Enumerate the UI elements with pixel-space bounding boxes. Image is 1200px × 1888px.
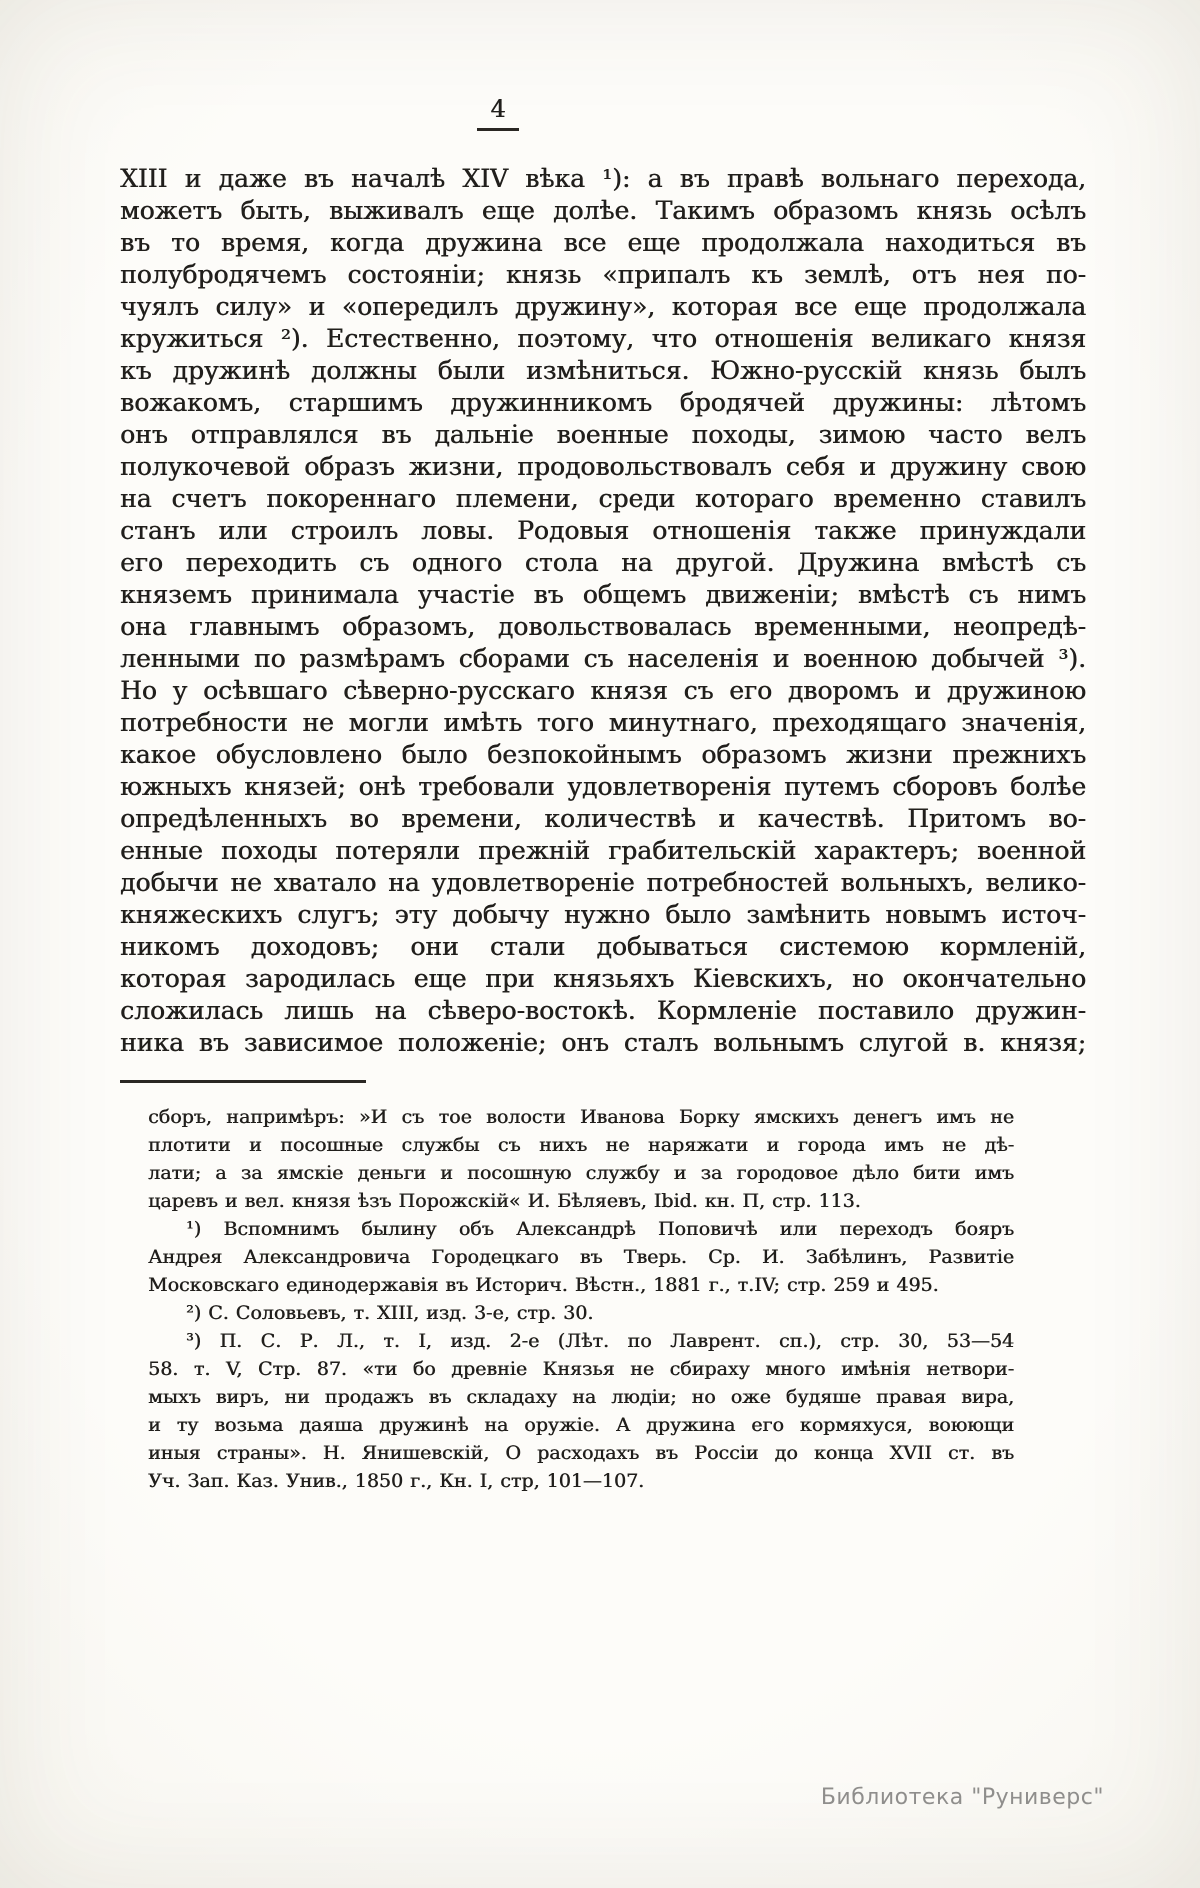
text-line: княжескихъ слугъ; эту добычу нужно было замѣнить новымъ источ-	[120, 900, 1086, 929]
text-line: сборъ, напримѣръ: »И съ тое волости Иванова Борку ямскихъ денегъ имъ не	[148, 1106, 1014, 1128]
page-number-underline	[477, 128, 519, 131]
text-line: ¹) Вспомнимъ былину объ Александрѣ Поповичѣ или переходъ бояръ	[186, 1218, 1014, 1240]
text-line: можетъ быть, выживалъ еще долѣе. Такимъ образомъ князь осѣлъ	[120, 196, 1086, 225]
text-line: Но у осѣвшаго сѣверно-русскаго князя съ его дворомъ и дружиною	[120, 676, 1086, 705]
text-line: 58. т. V, Стр. 87. «ти бо древніе Князья не сбираху много имѣнія нетвори-	[148, 1358, 1014, 1380]
text-line: и ту возьма даяша дружинѣ на оружіе. А дружина его кормяхуся, воюющи	[148, 1414, 1014, 1436]
page-number-value: 4	[490, 95, 506, 123]
text-line: Андрея Александровича Городецкаго въ Тверь. Ср. И. Забѣлинъ, Развитіе	[148, 1246, 1014, 1268]
watermark: Библиотека "Руниверс"	[820, 1785, 1104, 1810]
text-line: иныя страны». Н. Янишевскій, О расходахъ въ Россіи до конца XVII ст. въ	[148, 1442, 1014, 1464]
body-text	[120, 163, 1086, 1059]
text-line: Московскаго единодержавія въ Историч. Вѣстн., 1881 г., т.IV; стр. 259 и 495.	[148, 1274, 939, 1296]
text-line: полубродячемъ состояніи; князь «припалъ къ землѣ, отъ нея по-	[120, 260, 1086, 289]
text-line: лати; а за ямскіе деньги и посошную службу и за городовое дѣло бити имъ	[148, 1162, 1014, 1184]
text-line: енные походы потеряли прежній грабительскій характеръ; военной	[120, 836, 1086, 865]
text-line: ленными по размѣрамъ сборами съ населенія и военною добычей ³).	[120, 644, 1086, 673]
text-line: ника въ зависимое положеніе; онъ сталъ вольнымъ слугой в. князя;	[120, 1028, 1086, 1057]
text-line: въ то время, когда дружина все еще продолжала находиться въ	[120, 228, 1086, 257]
text-line: никомъ доходовъ; они стали добываться системою кормленій,	[120, 932, 1086, 961]
text-line: XIII и даже въ началѣ XIV вѣка ¹): а въ правѣ вольнаго перехода,	[120, 164, 1086, 193]
text-line: къ дружинѣ должны были измѣниться. Южно-русскій князь былъ	[120, 356, 1086, 385]
text-line: царевъ и вел. князя ѣзъ Порожскій« И. Бѣляевъ, Ibid. кн. П, стр. 113.	[148, 1190, 861, 1212]
text-line: какое обусловлено было безпокойнымъ образомъ жизни прежнихъ	[120, 740, 1086, 769]
footnotes	[148, 1103, 1014, 1495]
text-line: чуялъ силу» и «опередилъ дружину», которая все еще продолжала	[120, 292, 1086, 321]
text-line: станъ или строилъ ловы. Родовыя отношенія также принуждали	[120, 516, 1086, 545]
text-line: она главнымъ образомъ, довольствовалась временными, неопредѣ-	[120, 612, 1086, 641]
text-line: плотити и посошные службы съ нихъ не наряжати и города имъ не дѣ-	[148, 1134, 1014, 1156]
text-line: полукочевой образъ жизни, продовольствовалъ себя и дружину свою	[120, 452, 1086, 481]
text-line: которая зародилась еще при князьяхъ Кіевскихъ, но окончательно	[120, 964, 1086, 993]
text-line: его переходить съ одного стола на другой. Дружина вмѣстѣ съ	[120, 548, 1086, 577]
text-line: княземъ принимала участіе въ общемъ движеніи; вмѣстѣ съ нимъ	[120, 580, 1086, 609]
text-line: вожакомъ, старшимъ дружинникомъ бродячей дружины: лѣтомъ	[120, 388, 1086, 417]
text-line: Уч. Зап. Каз. Унив., 1850 г., Кн. I, стр, 101—107.	[148, 1470, 645, 1492]
footnote-separator	[120, 1080, 366, 1083]
text-line: мыхъ виръ, ни продажъ въ складаху на людіи; но оже будяше правая вира,	[148, 1386, 1014, 1408]
text-line: потребности не могли имѣть того минутнаго, преходящаго значенія,	[120, 708, 1086, 737]
text-line: сложилась лишь на сѣверо-востокѣ. Кормленіе поставило дружин-	[120, 996, 1086, 1025]
page-number	[450, 95, 546, 131]
text-line: ³) П. С. Р. Л., т. I, изд. 2-е (Лѣт. по Лаврент. сп.), стр. 30, 53—54	[186, 1330, 1014, 1352]
text-line: опредѣленныхъ во времени, количествѣ и качествѣ. Притомъ во-	[120, 804, 1086, 833]
text-line: онъ отправлялся въ дальніе военные походы, зимою часто велъ	[120, 420, 1086, 449]
text-line: на счетъ покореннаго племени, среди котораго временно ставилъ	[120, 484, 1086, 513]
text-line: кружиться ²). Естественно, поэтому, что отношенія великаго князя	[120, 324, 1086, 353]
text-line: добычи не хватало на удовлетвореніе потребностей вольныхъ, велико-	[120, 868, 1086, 897]
text-line: ²) С. Соловьевъ, т. XIII, изд. 3-е, стр. 30.	[186, 1302, 594, 1324]
text-line: южныхъ князей; онѣ требовали удовлетворенія путемъ сборовъ болѣе	[120, 772, 1086, 801]
